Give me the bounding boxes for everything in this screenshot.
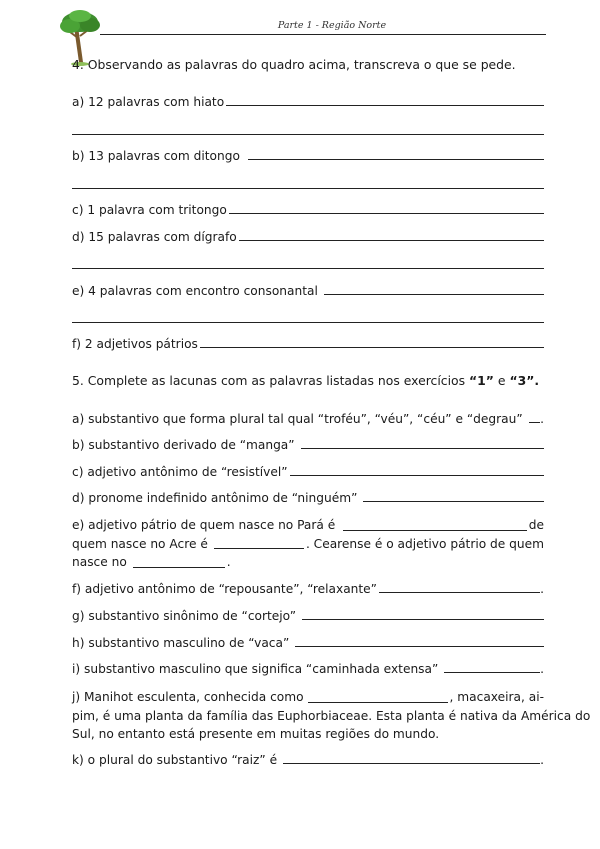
q4-item-c xyxy=(72,203,544,217)
q5-e-answer-acre[interactable] xyxy=(214,548,304,549)
q5-a-label: a) substantivo que forma plural tal qual “troféu”, “véu”, “céu” e “degrau” xyxy=(72,412,523,426)
q5-item-k xyxy=(72,753,544,767)
q4-a-label: a) 12 palavras com hiato xyxy=(72,95,225,109)
q5-i-period: . xyxy=(540,662,544,676)
q5-e-row-1 xyxy=(72,516,544,535)
q4-item-a xyxy=(72,95,544,109)
q5-e-row-2 xyxy=(72,535,544,554)
q5-h-label: h) substantivo masculino de “vaca” xyxy=(72,636,290,650)
q5-f-answer-line[interactable] xyxy=(379,592,540,593)
q4-f-label: f) 2 adjetivos pátrios xyxy=(72,337,198,351)
q5-h-answer-line[interactable] xyxy=(295,646,544,647)
q5-item-j xyxy=(72,688,591,744)
q5-e-de: de xyxy=(528,518,544,532)
q5-c-answer-line[interactable] xyxy=(290,475,544,476)
q5-item-h xyxy=(72,636,544,650)
q4-b-answer-line-2[interactable] xyxy=(72,188,544,189)
q4-item-d xyxy=(72,230,544,244)
q5-g-label: g) substantivo sinônimo de “cortejo” xyxy=(72,609,297,623)
q5-a-answer-line[interactable] xyxy=(529,422,540,423)
q5-k-label: k) o plural do substantivo “raiz” é xyxy=(72,753,278,767)
q5-a-period: . xyxy=(540,412,544,426)
q5-e-period: . xyxy=(226,555,231,569)
q5-item-f xyxy=(72,582,544,596)
q5-j-text-3: Sul, no entanto está presente em muitas regiões do mundo. xyxy=(72,727,440,741)
q5-heading xyxy=(72,373,539,388)
q5-j-row-2 xyxy=(72,707,591,726)
q5-g-answer-line[interactable] xyxy=(302,619,544,620)
q4-c-answer-line[interactable] xyxy=(229,213,544,214)
q5-j-macaxeira: , macaxeira, ai- xyxy=(449,690,544,704)
q4-e-answer-line-2[interactable] xyxy=(72,322,544,323)
q4-d-answer-line-2[interactable] xyxy=(72,268,544,269)
q5-heading-text: 5. Complete as lacunas com as palavras listadas nos exercícios xyxy=(72,373,469,388)
q4-d-label: d) 15 palavras com dígrafo xyxy=(72,230,237,244)
q5-b-answer-line[interactable] xyxy=(301,448,544,449)
header-title: Parte 1 - Região Norte xyxy=(277,20,387,31)
q5-b-label: b) substantivo derivado de “manga” xyxy=(72,438,295,452)
q5-item-d xyxy=(72,491,544,505)
q5-item-a xyxy=(72,412,544,426)
q5-item-g xyxy=(72,609,544,623)
q5-e-acre-text: quem nasce no Acre é xyxy=(72,536,208,551)
q5-j-label: j) Manihot esculenta, conhecida como xyxy=(72,690,304,704)
q5-f-label: f) adjetivo antônimo de “repousante”, “relaxante” xyxy=(72,582,377,596)
q4-a-answer-line[interactable] xyxy=(226,105,544,106)
q5-k-period: . xyxy=(540,753,544,767)
q5-item-e xyxy=(72,516,544,572)
q5-item-c xyxy=(72,465,544,479)
q5-e-label: e) adjetivo pátrio de quem nasce no Pará é xyxy=(72,518,336,532)
q5-c-label: c) adjetivo antônimo de “resistível” xyxy=(72,465,288,479)
q5-i-label: i) substantivo masculino que significa “caminhada extensa” xyxy=(72,662,439,676)
q5-e-ceara-text: . Cearense é o adjetivo pátrio de quem xyxy=(305,536,544,551)
q4-b-answer-line[interactable] xyxy=(248,159,544,160)
q4-item-e xyxy=(72,284,544,298)
q4-item-f xyxy=(72,337,544,351)
q4-d-answer-line[interactable] xyxy=(239,240,544,241)
q5-j-row-3 xyxy=(72,725,544,744)
q4-e-answer-line[interactable] xyxy=(324,294,544,295)
q5-e-answer-para[interactable] xyxy=(343,530,527,531)
q4-e-label: e) 4 palavras com encontro consonantal xyxy=(72,284,318,298)
q5-f-period: . xyxy=(540,582,544,596)
q5-i-answer-line[interactable] xyxy=(444,672,540,673)
q5-j-text-2: pim, é uma planta da família das Euphorbiaceae. Esta planta é nativa da América do xyxy=(72,708,591,723)
q5-item-b xyxy=(72,438,544,452)
q5-k-answer-line[interactable] xyxy=(283,763,540,764)
q4-b-label: b) 13 palavras com ditongo xyxy=(72,149,240,163)
q5-e-nasce-text: nasce no xyxy=(72,555,127,569)
q5-j-row-1 xyxy=(72,688,544,707)
header-rule xyxy=(100,34,546,35)
q5-item-i xyxy=(72,662,544,676)
q4-c-label: c) 1 palavra com tritongo xyxy=(72,203,227,217)
q4-a-answer-line-2[interactable] xyxy=(72,134,544,135)
q5-d-label: d) pronome indefinido antônimo de “ninguém” xyxy=(72,491,358,505)
q5-j-answer-line[interactable] xyxy=(308,702,448,703)
page-header xyxy=(58,8,546,42)
q5-d-answer-line[interactable] xyxy=(363,501,544,502)
q5-ex1-ref: “1” xyxy=(469,373,494,388)
q5-e-row-3 xyxy=(72,553,544,572)
q5-and: e xyxy=(493,373,510,388)
q4-heading: 4. Observando as palavras do quadro acima, transcreva o que se pede. xyxy=(72,57,516,72)
q5-e-answer-ceara[interactable] xyxy=(133,567,225,568)
q5-ex3-ref: “3”. xyxy=(509,373,540,388)
q4-f-answer-line[interactable] xyxy=(200,347,544,348)
q4-item-b xyxy=(72,149,544,163)
